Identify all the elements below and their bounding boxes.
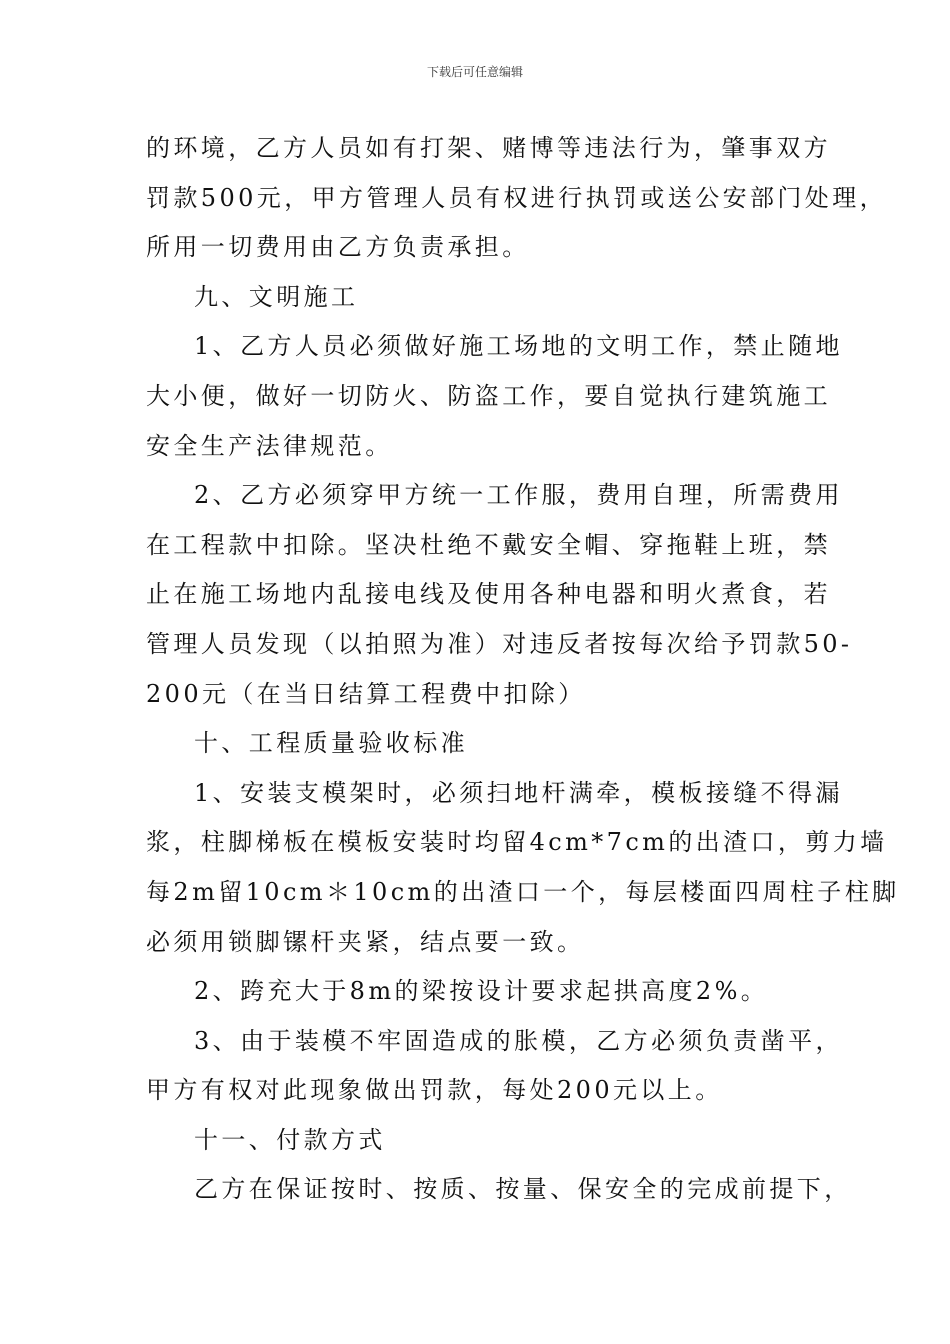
text-line: 1、安装支模架时，必须扫地杆满牵，模板接缝不得漏: [194, 778, 843, 807]
text-line: 在工程款中扣除。坚决杜绝不戴安全帽、穿拖鞋上班，禁: [146, 530, 831, 559]
text-line: 乙方在保证按时、按质、按量、保安全的完成前提下，: [194, 1175, 852, 1204]
text-line: 3、由于装模不牢固造成的胀模，乙方必须负责凿平，: [194, 1026, 843, 1055]
text-line: 大小便，做好一切防火、防盗工作，要自觉执行建筑施工: [146, 381, 831, 410]
text-line: 1、乙方人员必须做好施工场地的文明工作，禁止随地: [194, 332, 843, 361]
text-line: 2、乙方必须穿甲方统一工作服，费用自理，所需费用: [194, 481, 843, 510]
text-line: 每2m留10cm＊10cm的出渣口一个，每层楼面四周柱子柱脚: [146, 877, 900, 906]
text-line: 罚款500元，甲方管理人员有权进行执罚或送公安部门处理，: [146, 183, 888, 212]
text-line: 必须用锁脚镙杆夹紧，结点要一致。: [146, 927, 585, 956]
text-line: 浆，柱脚梯板在模板安装时均留4cm*7cm的出渣口，剪力墙: [146, 828, 888, 857]
section-heading-nine: 九、文明施工: [194, 282, 359, 311]
text-line: 2、跨充大于8m的梁按设计要求起拱高度2%。: [194, 977, 769, 1006]
section-heading-ten: 十、工程质量验收标准: [194, 729, 468, 758]
page-header: 下载后可任意编辑: [426, 65, 523, 79]
text-line: 甲方有权对此现象做出罚款，每处200元以上。: [146, 1076, 723, 1105]
document-body: [146, 124, 900, 1215]
section-heading-eleven: 十一、付款方式: [194, 1125, 386, 1154]
text-line: 止在施工场地内乱接电线及使用各种电器和明火煮食，若: [146, 580, 831, 609]
text-line: 的环境，乙方人员如有打架、赌博等违法行为，肇事双方: [146, 134, 831, 162]
text-line: 管理人员发现（以拍照为准）对违反者按每次给予罚款50-: [146, 629, 853, 658]
text-line: 所用一切费用由乙方负责承担。: [146, 233, 530, 262]
text-line: 安全生产法律规范。: [146, 431, 393, 460]
text-line: 200元（在当日结算工程费中扣除）: [146, 679, 586, 708]
